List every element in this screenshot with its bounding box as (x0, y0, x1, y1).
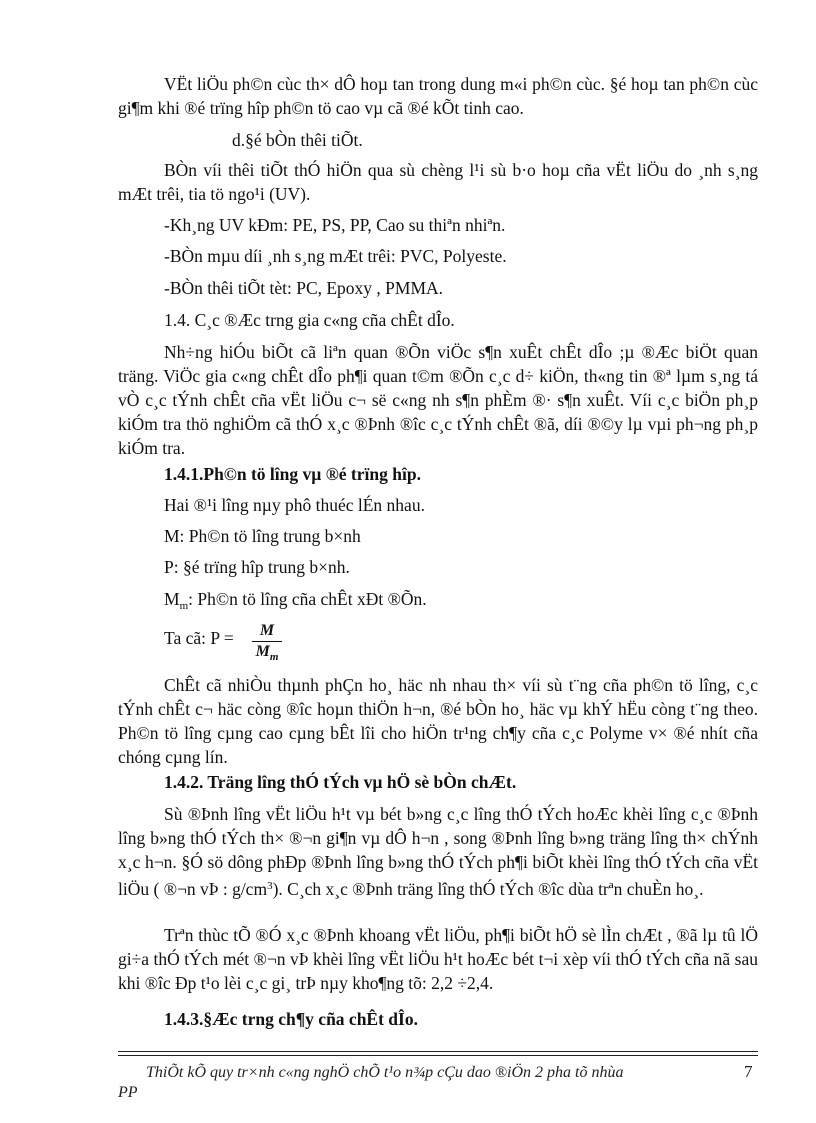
definition-mm (164, 587, 758, 618)
fraction-numerator: M (259, 622, 275, 639)
mm-definition: Ph©n tö lîng cña chÊt xÐt ®Õn. (197, 589, 427, 609)
volumetric-text: Sù ®Þnh lîng vËt liÖu h¹t vµ bét b»ng c¸c lîng thÓ tÝch hoÆc khèi lîng c¸c ®Þnh lîng b»ng thÓ tÝch th× ®¬n gi¶n vµ dÔ h¬n , song ®Þnh lîng b»ng träng lîng th× chÝnh x¸c h¬n. §Ó sö dông phÐp ®Þnh lîng b»ng thÓ tÝch ph¶i biÕt khèi lîng thÓ tÝch cña vËt liÖu ( ®¬n vÞ : g/cm (118, 804, 758, 899)
footer-divider-bottom (118, 1055, 758, 1056)
heading-weather-resistance: d.§é bÒn thêi tiÕt. (232, 130, 363, 150)
fraction-bar (252, 641, 282, 642)
paragraph-solubility: VËt liÖu ph©n cùc th× dÔ hoµ tan trong dung m«i ph©n cùc. §é hoµ tan ph©n cùc gi¶m khi ®é trïng hîp ph©n tö cao vµ cã ®é kÕt tinh cao. (118, 74, 758, 118)
page-number: 7 (744, 1062, 753, 1081)
mm-subscript: m (179, 600, 189, 612)
unit-superscript: 3 (267, 880, 273, 892)
list-item-weather-good: -BÒn thêi tiÕt tèt: PC, Epoxy , PMMA. (164, 278, 444, 298)
list-item-uv-poor: -Kh¸ng UV kÐm: PE, PS, PP, Cao su thiªn nhiªn. (164, 215, 506, 235)
definition-m: M: Ph©n tö lîng trung b×nh (164, 526, 361, 546)
paragraph-compaction: Trªn thùc tÕ ®Ó x¸c ®Þnh khoang vËt liÖu, ph¶i biÕt hÖ sè lÌn chÆt , ®ã lµ tû lÖ gi÷a thÓ tÝch mét ®¬n vÞ khèi lîng vËt liÖu h¹t hoÆc bét t¬i xèp víi thÓ tÝch cña nã sau khi ®îc Ðp t¹o lèi c¸c gi¸ trÞ nµy kho¶ng tõ: 2,2 ÷2,4. (118, 925, 758, 993)
mm-colon: : (188, 589, 193, 609)
paragraph-processing-characteristics: Nh÷ng hiÓu biÕt cã liªn quan ®Õn viÖc s¶n xuÊt chÊt dÎo ;µ ®Æc biÖt quan träng. ViÖc gia c«ng chÊt dÎo ph¶i quan t©m ®Õn c¸c d÷ kiÖn, th«ng tin ®ª lµm s¸ng tá vÒ c¸c tÝnh chÊt cña vËt liÖu c¬ së c«ng nh s¶n phÈm ®· s¶n xuÊt. Víi c¸c biÖn ph¸p kiÓm tra thö nghiÖm cã thÓ x¸c ®Þnh ®îc c¸c tÝnh chÊt ®ã, díi ®©y lµ vµi ph¬ng ph¸p kiÓm tra. (118, 342, 758, 458)
footer-divider-top (118, 1051, 758, 1052)
footer-title-continued: PP (118, 1084, 138, 1101)
footer-title: ThiÕt kÕ quy tr×nh c«ng nghÖ chÕ t¹o n¾p cÇu dao ®iÖn 2 pha tõ nhùa (146, 1064, 624, 1081)
formula-fraction (252, 622, 282, 666)
section-heading-1-4-1: 1.4.1.Ph©n tö lîng vµ ®é trïng hîp. (164, 464, 421, 484)
paragraph-volumetric-weight (118, 802, 758, 901)
formula-label: Ta cã: P = (164, 628, 234, 648)
section-heading-1-4-3: 1.4.3.§Æc trng ch¶y cña chÊt dÎo. (164, 1009, 418, 1029)
section-heading-1-4-2: 1.4.2. Träng lîng thÓ tÝch vµ hÖ sè bÒn chÆt. (164, 772, 517, 792)
fraction-denominator: $M_m$ (255, 643, 279, 663)
paragraph-weather-resistance: BÒn víi thêi tiÕt thÓ hiÖn qua sù chèng l¹i sù b·o hoµ cña vËt liÖu do ¸nh s¸ng mÆt trêi, tia tö ngo¹i (UV). (118, 160, 758, 204)
volumetric-text-end: ). C¸ch x¸c ®Þnh träng lîng thÓ tÝch ®îc dùa trªn chuÈn ho¸. (272, 879, 704, 899)
mm-symbol: M (164, 589, 180, 609)
section-heading-1-4: 1.4. C¸c ®Æc trng gia c«ng cña chÊt dÎo. (164, 310, 455, 330)
list-item-color-durable: -BÒn mµu díi ¸nh s¸ng mÆt trêi: PVC, Polyeste. (164, 246, 507, 266)
definition-p: P: §é trïng hîp trung b×nh. (164, 557, 350, 577)
paragraph-two-quantities: Hai ®¹i lîng nµy phô thuéc lÉn nhau. (164, 495, 425, 515)
paragraph-molecular-weight: ChÊt cã nhiÒu thµnh phÇn ho¸ häc nh nhau th× víi sù t¨ng cña ph©n tö lîng, c¸c tÝnh chÊt c¬ häc còng ®îc hoµn thiÖn h¬n, ®é bÒn ho¸ häc vµ khÝ hËu còng t¨ng theo. Ph©n tö lîng cµng cao cµng bÊt lîi cho hiÖn tr¹ng ch¶y cña c¸c Polyme v× ®é nhít cña chóng cµng lín. (118, 675, 758, 767)
